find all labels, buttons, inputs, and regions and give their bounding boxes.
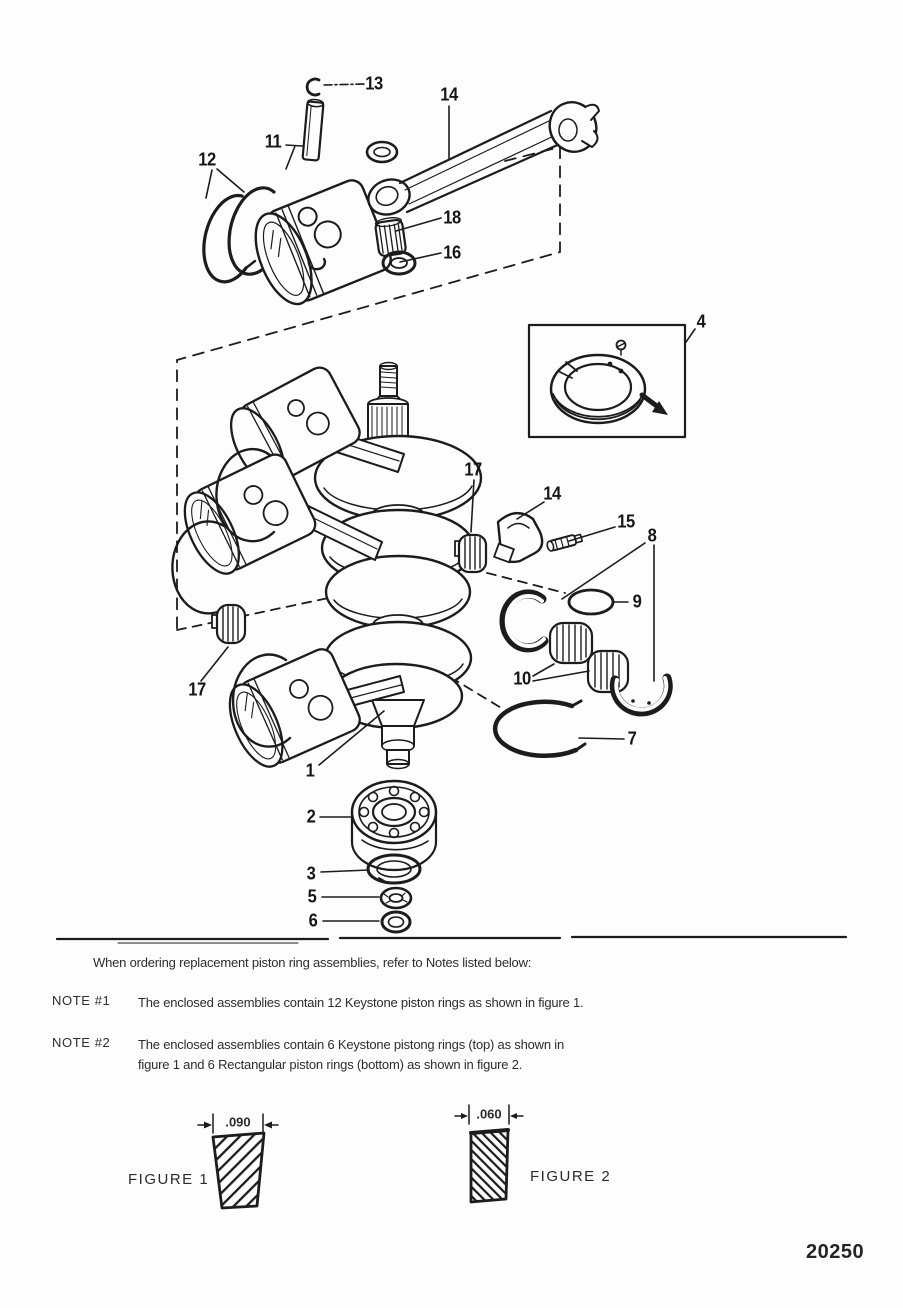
note-1-line-1: The enclosed assemblies contain 12 Keystone piston rings as shown in figure 1. xyxy=(138,995,584,1010)
callout-1: 1 xyxy=(305,760,315,781)
bearing-shell-8a xyxy=(504,594,544,648)
note-1-text xyxy=(138,993,583,1013)
figure-2-label: FIGURE 2 xyxy=(530,1168,612,1185)
figure-2-dimension: .060 xyxy=(476,1106,502,1122)
note-1 xyxy=(52,993,583,1013)
notes-intro: When ordering replacement piston ring assemblies, refer to Notes listed below: xyxy=(93,955,532,970)
rod-screw-15 xyxy=(546,533,582,552)
callout-14: 14 xyxy=(440,84,458,105)
piston-rod-assembly xyxy=(204,79,604,312)
bearing-cage-17-upper xyxy=(455,535,486,572)
bearing-cage-17-lower xyxy=(212,605,245,643)
callout-17: 17 xyxy=(188,679,206,700)
callout-8: 8 xyxy=(647,525,657,546)
callout-16: 16 xyxy=(443,242,461,263)
callout-12: 12 xyxy=(198,149,216,170)
needle-cage-10b xyxy=(588,651,628,692)
callout-5: 5 xyxy=(307,886,317,907)
washer-5 xyxy=(381,888,411,908)
retaining-ring-7 xyxy=(495,701,585,756)
callout-17: 17 xyxy=(464,459,482,480)
ball-bearing-2 xyxy=(352,781,436,870)
callout-3: 3 xyxy=(306,863,316,884)
callout-10: 10 xyxy=(513,668,531,689)
document-number: 20250 xyxy=(806,1241,865,1263)
wrist-pin-11 xyxy=(303,99,324,161)
note-2-line-1: The enclosed assemblies contain 6 Keystone pistong rings (top) as shown in xyxy=(138,1037,565,1052)
needle-cage-10a xyxy=(550,623,592,663)
note-2-line-2: figure 1 and 6 Rectangular piston rings (bottom) as shown in figure 2. xyxy=(138,1057,523,1072)
callout-4: 4 xyxy=(696,311,706,332)
crank-bottom-stub xyxy=(372,700,424,769)
callout-14: 14 xyxy=(543,483,561,504)
divider-line xyxy=(57,937,846,943)
callout-18: 18 xyxy=(443,207,461,228)
wrist-pin-clip-13 xyxy=(307,79,319,95)
note-2-label: NOTE #2 xyxy=(52,1035,111,1050)
rod-cap-14 xyxy=(494,513,542,562)
thrust-washer-upper xyxy=(367,142,397,162)
callout-11: 11 xyxy=(264,131,282,152)
figure-1-label: FIGURE 1 xyxy=(128,1171,210,1188)
oval-seal-9 xyxy=(569,590,613,614)
figure-1-dimension: .090 xyxy=(225,1114,251,1130)
callout-9: 9 xyxy=(632,591,642,612)
note-2 xyxy=(52,1035,564,1075)
callout-2: 2 xyxy=(306,806,316,827)
callout-15: 15 xyxy=(617,511,635,532)
seal-ring-6 xyxy=(382,912,410,932)
inset-box-4 xyxy=(529,325,685,437)
note-1-label: NOTE #1 xyxy=(52,993,111,1008)
note-2-text xyxy=(138,1035,564,1075)
connecting-rod-14 xyxy=(363,95,603,220)
needle-bearing-18 xyxy=(374,216,406,256)
callout-6: 6 xyxy=(308,910,318,931)
callout-7: 7 xyxy=(627,728,637,749)
callout-13: 13 xyxy=(365,73,383,94)
